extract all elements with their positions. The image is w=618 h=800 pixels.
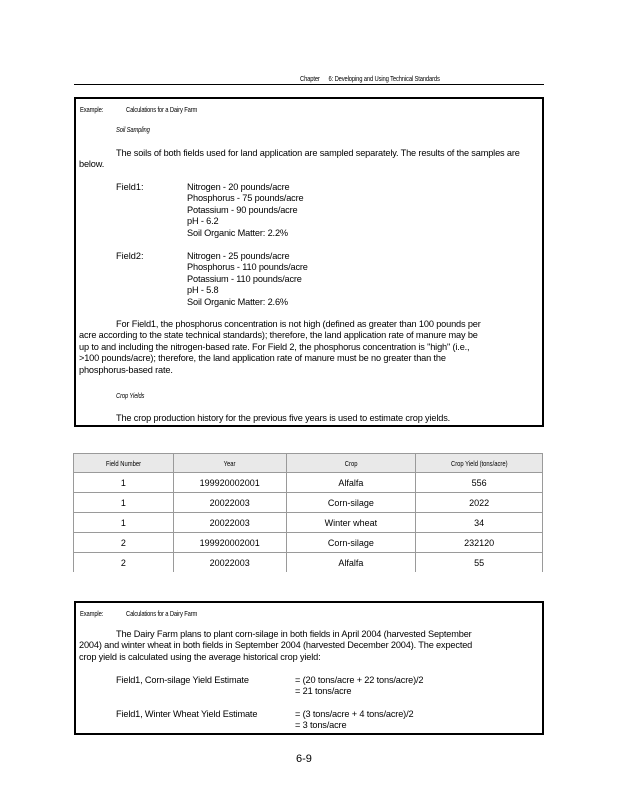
cell-crop: Winter wheat	[286, 513, 416, 533]
field1-label: Field1:	[116, 182, 144, 192]
page-number: 6-9	[296, 753, 312, 765]
field1-potassium: Potassium - 90 pounds/acre	[187, 204, 298, 215]
soil-intro-paragraph: The soils of both fields used for land application are sampled separately. The results of the samples are below.	[79, 148, 520, 170]
para-line: acre according to the state technical standards); therefore, the land application rate of manure may be	[79, 330, 478, 341]
running-header	[300, 74, 440, 83]
cell-field: 2	[74, 533, 174, 553]
cell-field: 2	[74, 553, 174, 573]
cell-year: 20022003	[173, 553, 286, 573]
estimate-corn-result: = 21 tons/acre	[295, 686, 352, 697]
para-line: up to and including the nitrogen-based rate. For Field 2, the phosphorus concentration is "high" (i.e.,	[79, 341, 470, 352]
para-line: >100 pounds/acre); therefore, the land application rate of manure must be no greater than the	[79, 353, 446, 364]
estimate-label-corn: Field1, Corn-silage Yield Estimate	[116, 675, 249, 685]
field2-ph: pH - 5.8	[187, 285, 219, 296]
crop-yield-table	[73, 453, 543, 572]
soil-sampling-heading: Soil Sampling	[116, 125, 150, 134]
cell-year: 20022003	[173, 493, 286, 513]
table-row	[74, 533, 543, 553]
header-year: Year	[173, 454, 286, 473]
field2-label: Field2:	[116, 251, 144, 261]
field1-phosphorus: Phosphorus - 75 pounds/acre	[187, 193, 304, 204]
field1-organic-matter: Soil Organic Matter: 2.2%	[187, 227, 288, 238]
para-line: crop yield is calculated using the average historical crop yield:	[79, 651, 321, 662]
crop-yields-heading: Crop Yields	[116, 391, 145, 400]
header-crop-yield: Crop Yield (tons/acre)	[416, 454, 543, 473]
example-box-1	[74, 97, 544, 427]
header-rule	[74, 84, 544, 85]
header-field-number: Field Number	[74, 454, 174, 473]
cell-year: 199920002001	[173, 533, 286, 553]
table-row	[74, 473, 543, 493]
estimate-wheat-result: = 3 tons/acre	[295, 720, 347, 731]
header-crop: Crop	[286, 454, 416, 473]
cell-yield: 232120	[416, 533, 543, 553]
crop-intro: The crop production history for the previous five years is used to estimate crop yields.	[116, 413, 451, 423]
example-title-1: Calculations for a Dairy Farm	[126, 105, 198, 114]
cell-crop: Alfalfa	[286, 473, 416, 493]
phosphorus-paragraph	[79, 319, 539, 376]
cell-year: 20022003	[173, 513, 286, 533]
field2-organic-matter: Soil Organic Matter: 2.6%	[187, 296, 288, 307]
field2-potassium: Potassium - 110 pounds/acre	[187, 273, 302, 284]
cell-crop: Corn-silage	[286, 493, 416, 513]
cell-yield: 2022	[416, 493, 543, 513]
cell-field: 1	[74, 473, 174, 493]
para-line: For Field1, the phosphorus concentration is not high (defined as greater than 100 pounds per	[116, 319, 481, 329]
estimate-label-wheat: Field1, Winter Wheat Yield Estimate	[116, 709, 258, 719]
cell-yield: 556	[416, 473, 543, 493]
cell-year: 199920002001	[173, 473, 286, 493]
field1-nitrogen: Nitrogen - 20 pounds/acre	[187, 182, 290, 192]
field2-values	[187, 251, 308, 308]
cell-yield: 55	[416, 553, 543, 573]
para-line: 2004) and winter wheat in both fields in September 2004 (harvested December 2004). The expected	[79, 640, 473, 651]
table-row	[74, 493, 543, 513]
cell-yield: 34	[416, 513, 543, 533]
para-line: The Dairy Farm plans to plant corn-silage in both fields in April 2004 (harvested September	[116, 629, 472, 639]
cell-field: 1	[74, 493, 174, 513]
header-chapter-title: 6: Developing and Using Technical Standards	[328, 74, 440, 83]
field2-phosphorus: Phosphorus - 110 pounds/acre	[187, 262, 308, 273]
estimate-corn	[295, 675, 423, 698]
cell-crop: Alfalfa	[286, 553, 416, 573]
example-title-2: Calculations for a Dairy Farm	[126, 609, 198, 618]
cell-crop: Corn-silage	[286, 533, 416, 553]
table-row	[74, 513, 543, 533]
table-header-row	[74, 454, 543, 473]
para-line: phosphorus-based rate.	[79, 364, 173, 375]
field2-nitrogen: Nitrogen - 25 pounds/acre	[187, 251, 290, 261]
planting-paragraph	[79, 629, 539, 663]
table-row	[74, 553, 543, 573]
estimate-wheat	[295, 709, 413, 732]
example-label-2: Example:	[80, 609, 104, 618]
header-chapter: Chapter	[300, 74, 320, 83]
cell-field: 1	[74, 513, 174, 533]
field1-values	[187, 182, 304, 239]
estimate-corn-formula: = (20 tons/acre + 22 tons/acre)/2	[295, 675, 424, 685]
example-label-1: Example:	[80, 105, 104, 114]
estimate-wheat-formula: = (3 tons/acre + 4 tons/acre)/2	[295, 709, 414, 719]
field1-ph: pH - 6.2	[187, 216, 219, 227]
